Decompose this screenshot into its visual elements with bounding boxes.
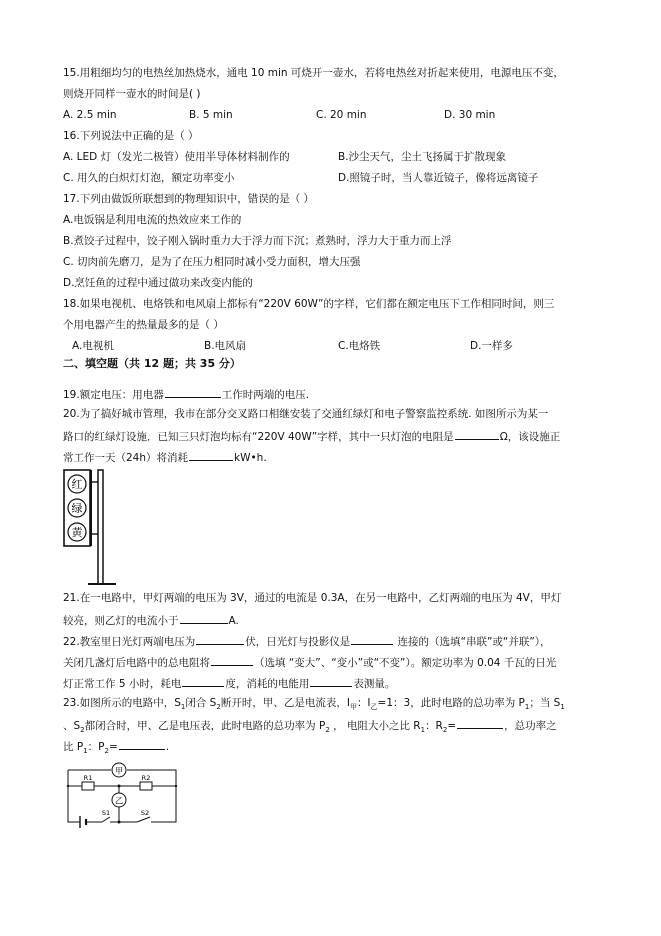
q21-line2 — [63, 612, 239, 628]
junction-4 — [175, 785, 177, 787]
q20-line2-post: Ω，该设施正 — [499, 431, 561, 443]
q20-blank-resistance[interactable] — [455, 428, 499, 440]
q22-line3 — [63, 675, 395, 691]
q23-l2-r1-sub: 1 — [420, 726, 426, 735]
q16-option-d: D.照镜子时，当人靠近镜子，像将远离镜子 — [338, 172, 539, 184]
q21-line1: 21.在一电路中，甲灯两端的电压为 3V，通过的电流是 0.3A，在另一电路中，乙灯两端的电压为 4V，甲灯 — [63, 592, 562, 604]
q20-line3-post: kW•h. — [234, 452, 267, 464]
q16-stem: 16.下列说法中正确的是（ ） — [63, 130, 199, 142]
q22-l3-a: 灯正常工作 5 小时，耗电 — [63, 678, 182, 690]
q17-option-d: D.烹饪鱼的过程中通过做功来改变内能的 — [63, 277, 253, 289]
q23-l1-e: =1：3，此时电路的总功率为 P — [377, 697, 525, 709]
q20-line2 — [63, 428, 560, 444]
q18-option-c: C.电烙铁 — [338, 340, 381, 352]
junction-1 — [118, 785, 121, 788]
q23-l1-c: 断开时，甲、乙是电流表，I — [220, 697, 350, 709]
section-heading: 二、填空题（共 12 题；共 35 分） — [63, 357, 241, 370]
q23-l2-a: 、S — [63, 720, 81, 732]
q22-l2-a: 关闭几盏灯后电路中的总电阻将 — [63, 657, 210, 669]
q17-option-b: B.煮饺子过程中，饺子刚入锅时重力大于浮力而下沉；煮熟时，浮力大于重力而上浮 — [63, 235, 452, 247]
q21-blank[interactable] — [180, 612, 228, 624]
q23-l1-s1-sub: 1 — [180, 703, 186, 712]
q23-l1-jia-sub: 甲 — [349, 703, 357, 712]
q23-l1-yi-sub: 乙 — [370, 703, 378, 712]
q23-l1-p1-sub: 1 — [524, 703, 530, 712]
q19-text-post: 工作时两端的电压. — [221, 389, 310, 401]
q23-l1-a: 23.如图所示的电路中，S — [63, 697, 181, 709]
yellow-lamp-label: 黄 — [71, 526, 83, 539]
q23-l3-d: . — [165, 741, 170, 753]
q18-option-a: A.电视机 — [72, 340, 114, 352]
q15-option-b: B. 5 min — [189, 109, 233, 121]
junction-3 — [67, 785, 69, 787]
q23-l1-f: ；当 S — [529, 697, 561, 709]
q20-line1: 20.为了搞好城市管理，我市在部分交叉路口相继安装了交通红绿灯和电子警察监控系统. 如图所示为某一 — [63, 408, 549, 420]
q18-option-b: B.电风扇 — [204, 340, 247, 352]
q21-line2-post: A. — [228, 615, 239, 627]
q18-line2: 个用电器产生的热量最多的是（ ） — [63, 319, 224, 331]
q20-line3-pre: 常工作一天（24h）将消耗 — [63, 452, 189, 464]
q23-l3-c: = — [108, 741, 118, 753]
q23-line3 — [63, 738, 169, 758]
q23-l3-p2-sub: 2 — [104, 747, 109, 756]
s2-label: S2 — [140, 809, 150, 817]
green-lamp-label: 绿 — [71, 502, 83, 515]
q22-line2 — [63, 654, 556, 670]
q23-l2-d: ：R — [425, 720, 443, 732]
q16-option-c: C. 用久的白炽灯灯泡，额定功率变小 — [63, 172, 235, 184]
q19-text-pre: 19.额定电压：用电器 — [63, 389, 164, 401]
resistor-r2 — [140, 782, 152, 790]
q20-line3 — [63, 449, 267, 465]
q22-l2-b: （选填 “变大”、“变小”或“不变”）。额定功率为 0.04 千瓦的日光 — [254, 657, 557, 669]
junction-2 — [118, 821, 121, 824]
meter-jia-label: 甲 — [115, 766, 123, 776]
q23-line2 — [63, 717, 557, 737]
q22-l1-c: 连接的（选填“串联”或“并联”）， — [394, 636, 551, 648]
q22-blank-voltage[interactable] — [196, 633, 244, 645]
red-lamp-label: 红 — [71, 478, 83, 491]
q23-l3-a: 比 P — [63, 741, 84, 753]
s1-label: S1 — [101, 809, 111, 817]
q23-l3-b: ：P — [87, 741, 105, 753]
q17-option-c: C. 切肉前先磨刀，是为了在压力相同时减小受力面积，增大压强 — [63, 256, 361, 268]
q16-option-a: A. LED 灯（发光二极管）使用半导体材料制作的 — [63, 151, 290, 163]
meter-yi-label: 乙 — [115, 796, 123, 806]
q15-line1: 15.用粗细均匀的电热丝加热烧水，通电 10 min 可烧开一壶水，若将电热丝对折起来使用，电源电压不变， — [63, 67, 564, 79]
q15-option-c: C. 20 min — [316, 109, 367, 121]
q22-blank-meter[interactable] — [310, 675, 352, 687]
q20-line2-pre: 路口的红绿灯设施．已知三只灯泡均标有“220V 40W”字样，其中一只灯泡的电阻是 — [63, 431, 454, 443]
q16-option-b: B.沙尘天气，尘土飞扬属于扩散现象 — [338, 151, 507, 163]
q18-line1: 18.如果电视机、电烙铁和电风扇上都标有“220V 60W”的字样，它们都在额定电压下工作相同时间，则三 — [63, 298, 555, 310]
q22-l3-b: 度，消耗的电能用 — [225, 678, 310, 690]
q23-l2-b: 都闭合时，甲、乙是电压表，此时电路的总功率为 P — [84, 720, 326, 732]
r1-label: R1 — [83, 774, 93, 782]
q23-l2-f: ，总功率之 — [504, 720, 557, 732]
q15-option-d: D. 30 min — [444, 109, 496, 121]
q23-l2-e: = — [447, 720, 457, 732]
q22-blank-resistance[interactable] — [211, 654, 253, 666]
q22-l3-c: 表测量。 — [353, 678, 396, 690]
q15-option-a: A. 2.5 min — [63, 109, 117, 121]
q22-blank-energy[interactable] — [182, 675, 224, 687]
q22-blank-connection[interactable] — [351, 633, 393, 645]
switch-s1 — [102, 817, 110, 822]
q17-option-a: A.电饭锅是利用电流的热效应来工作的 — [63, 214, 242, 226]
switch-s2 — [137, 817, 150, 822]
q18-option-d: D.一样多 — [470, 340, 513, 352]
traffic-light-figure — [60, 466, 124, 588]
q21-line2-pre: 较亮，则乙灯的电流小于 — [63, 615, 179, 627]
q22-line1 — [63, 633, 551, 649]
q23-l1-s2-sub: 2 — [216, 703, 221, 712]
q23-l2-p2-sub: 2 — [325, 726, 330, 735]
q23-blank-power-ratio[interactable] — [119, 738, 165, 750]
q17-stem: 17.下列由做饭所联想到的物理知识中，错误的是（ ） — [63, 193, 315, 205]
q15-line2: 则烧开同样一壶水的时间是( ) — [63, 88, 201, 100]
q20-blank-energy[interactable] — [189, 449, 233, 461]
q22-l1-b: 伏，日光灯与投影仪是 — [245, 636, 351, 648]
q22-l1-a: 22.教室里日光灯两端电压为 — [63, 636, 196, 648]
q19-line — [63, 386, 309, 402]
q19-blank[interactable] — [165, 386, 221, 398]
q23-l1-s1b-sub: 1 — [560, 703, 565, 712]
q23-l1-d: ：I — [356, 697, 371, 709]
q23-l2-r2-sub: 2 — [442, 726, 448, 735]
circuit-diagram — [62, 760, 182, 830]
traffic-light-side — [90, 470, 92, 546]
q23-l2-c: ， 电阻大小之比 R — [329, 720, 421, 732]
q23-l2-s2-sub: 2 — [80, 726, 85, 735]
q23-blank-resistance-ratio[interactable] — [457, 717, 503, 729]
r2-label: R2 — [141, 774, 151, 782]
traffic-light-pole — [98, 470, 103, 584]
resistor-r1 — [82, 782, 94, 790]
q23-l1-b: 闭合 S — [185, 697, 217, 709]
q23-l3-p1-sub: 1 — [83, 747, 88, 756]
q23-line1 — [63, 696, 565, 714]
